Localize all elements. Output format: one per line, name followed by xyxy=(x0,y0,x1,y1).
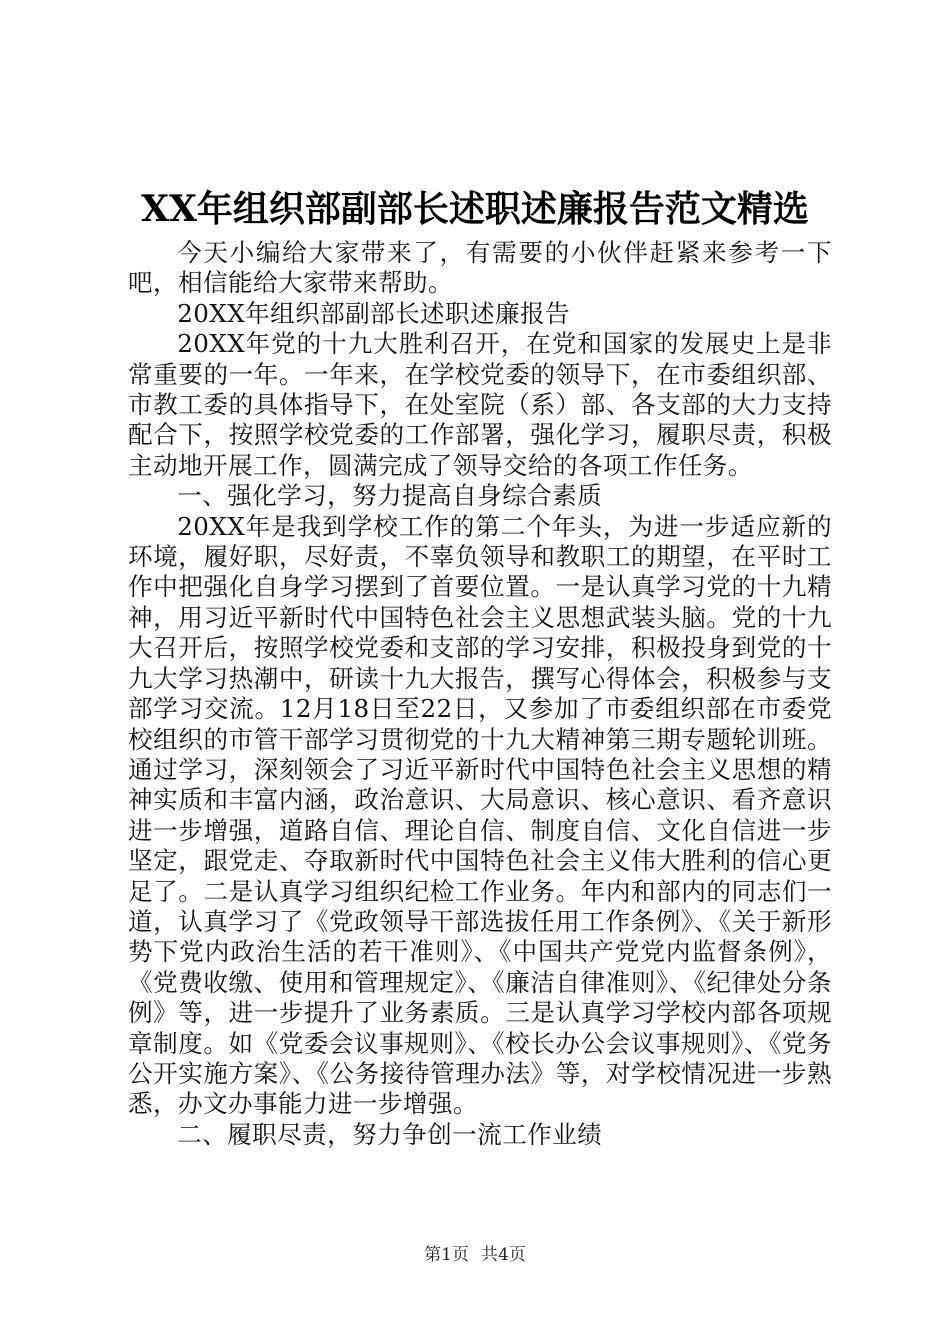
paragraph-intro: 今天小编给大家带来了，有需要的小伙伴赶紧来参考一下吧，相信能给大家带来帮助。 xyxy=(128,238,832,298)
document-body xyxy=(128,238,832,1150)
paragraph-study: 20XX年是我到学校工作的第二个年头，为进一步适应新的环境，履好职，尽好责，不辜负领导和教职工的期望，在平时工作中把强化自身学习摆到了首要位置。一是认真学习党的十九精神，用习近平新时代中国特色社会主义思想武装头脑。党的十九大召开后，按照学校党委和支部的学习安排，积极投身到党的十九大学习热潮中，研读十九大报告，撰写心得体会，积极参与支部学习交流。12月18日至22日，又参加了市委组织部在市委党校组织的市管干部学习贯彻党的十九大精神第三期专题轮训班。通过学习，深刻领会了习近平新时代中国特色社会主义思想的精神实质和丰富内涵，政治意识、大局意识、核心意识、看齐意识进一步增强，道路自信、理论自信、制度自信、文化自信进一步坚定，跟党走、夺取新时代中国特色社会主义伟大胜利的信心更足了。二是认真学习组织纪检工作业务。年内和部内的同志们一道，认真学习了《党政领导干部选拔任用工作条例》、《关于新形势下党内政治生活的若干准则》、《中国共产党党内监督条例》，《党费收缴、使用和管理规定》、《廉洁自律准则》、《纪律处分条例》等，进一步提升了业务素质。三是认真学习学校内部各项规章制度。如《党委会议事规则》、《校长办公会议事规则》、《党务公开实施方案》、《公务接待管理办法》等，对学校情况进一步熟悉，办文办事能力进一步增强。 xyxy=(128,511,832,1119)
paragraph-overview: 20XX年党的十九大胜利召开，在党和国家的发展史上是非常重要的一年。一年来，在学校党委的领导下，在市委组织部、市教工委的具体指导下，在处室院（系）部、各支部的大力支持配合下，按照学校党委的工作部署，强化学习，履职尽责，积极主动地开展工作，圆满完成了领导交给的各项工作任务。 xyxy=(128,329,832,480)
document-title: XX年组织部副部长述职述廉报告范文精选 xyxy=(141,188,809,230)
page-number: 第1页 xyxy=(424,1245,469,1265)
page-footer xyxy=(0,1243,950,1267)
section-heading-1: 一、强化学习，努力提高自身综合素质 xyxy=(177,481,603,511)
page-total: 共4页 xyxy=(481,1245,526,1265)
paragraph-report-heading: 20XX年组织部副部长述职述廉报告 xyxy=(177,298,571,328)
section-heading-2: 二、履职尽责，努力争创一流工作业绩 xyxy=(177,1119,603,1149)
